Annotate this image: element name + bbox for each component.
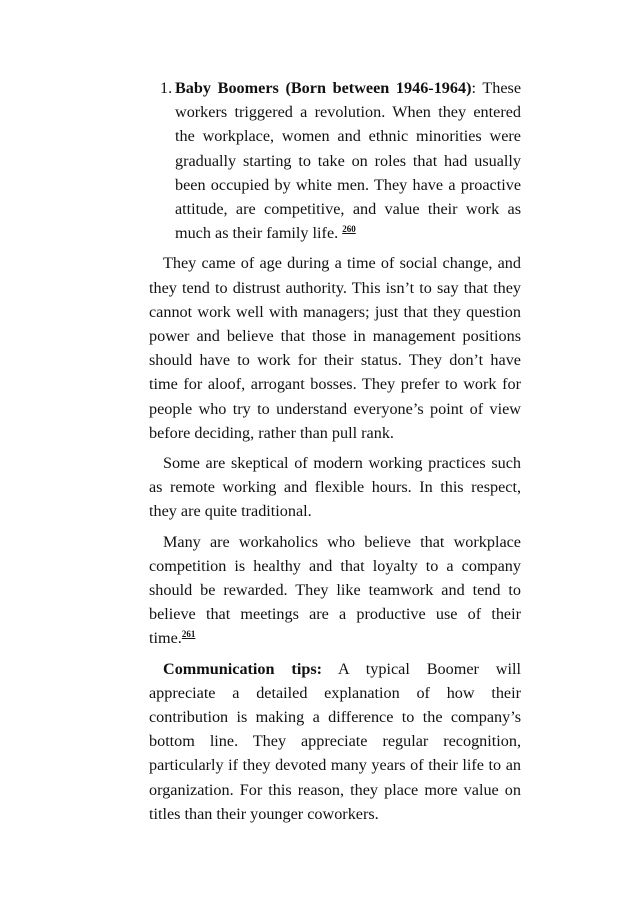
list-item-text: : These workers triggered a revolution. When they entered the workplace, women and ethnic minorities were gradually starting to take on roles that had usually been occupied by white men. They have a proactive attitude, are competitive, and value their work as much as their family life. (175, 79, 521, 243)
paragraph-text: Many are workaholics who believe that workplace competition is healthy and that loyalty to a company should be rewarded. They like teamwork and tend to believe that meetings are a productive use of their time. (149, 532, 521, 648)
paragraph-communication-tips (149, 657, 521, 826)
paragraph-text: A typical Boomer will appreciate a detailed explanation of how their contribution is making a difference to the company’s bottom line. They appreciate regular recognition, particularly if they devoted many years of their life to an organization. For this reason, they place more value on titles than their younger coworkers. (149, 659, 521, 823)
document-page (149, 76, 521, 826)
list-item-baby-boomers (149, 76, 521, 245)
paragraph-workaholics (149, 530, 521, 651)
paragraph-traditional (149, 451, 521, 524)
paragraph-social-change (149, 251, 521, 445)
communication-tips-label: Communication tips: (163, 659, 323, 678)
footnote-ref-261[interactable]: 261 (181, 629, 196, 640)
list-item-number: 1. (160, 79, 173, 97)
footnote-ref-260[interactable]: 260 (342, 224, 356, 235)
paragraph-text: They came of age during a time of social change, and they tend to distrust authority. This isn’t to say that they cannot work well with managers; just that they question power and believe that those in management positions should have to work for their status. They don’t have time for aloof, arrogant bosses. They prefer to work for people who try to understand everyone’s point of view before deciding, rather than pull rank. (149, 254, 521, 442)
list-item-heading: Baby Boomers (Born between 1946-1964) (175, 79, 472, 97)
paragraph-text: Some are skeptical of modern working practices such as remote working and flexible hours. In this respect, they are quite traditional. (149, 454, 521, 521)
